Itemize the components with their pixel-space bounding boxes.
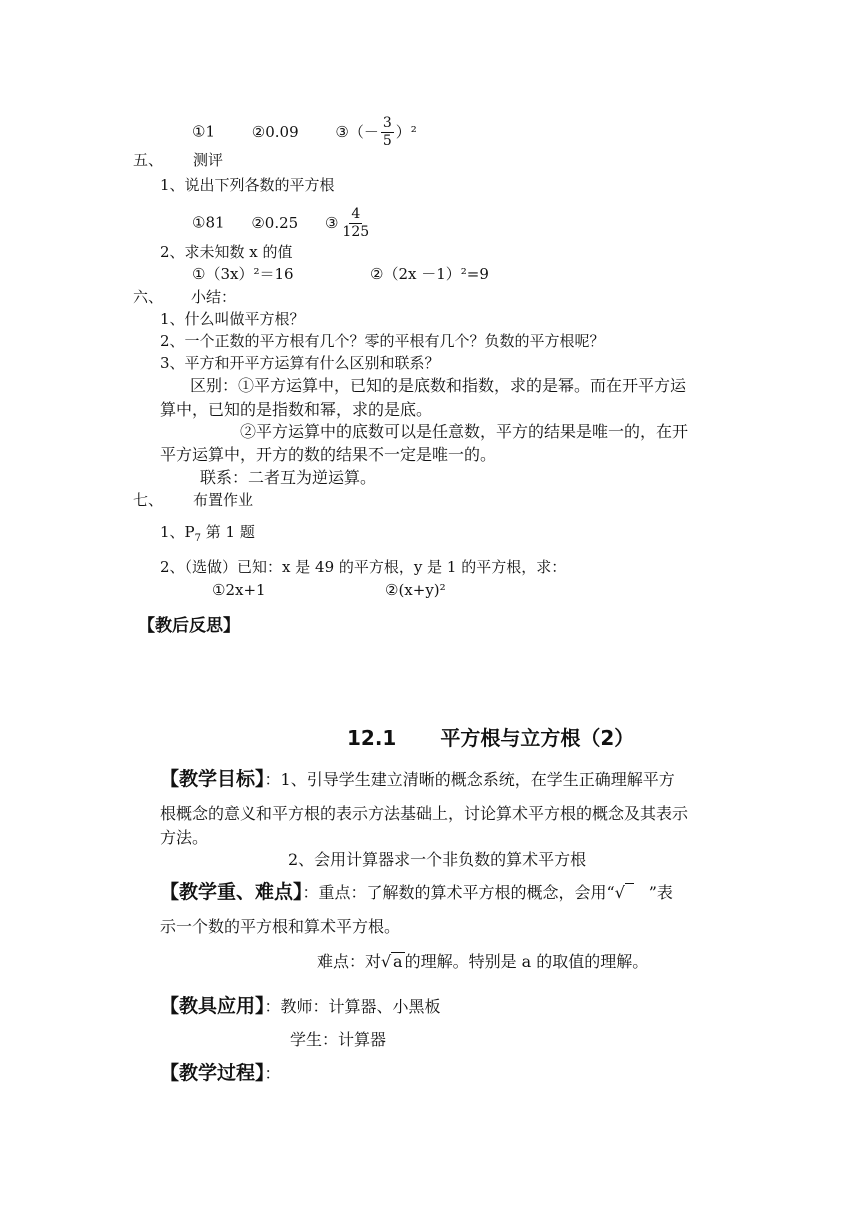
process-line: 【教学过程】： bbox=[160, 1062, 281, 1084]
key-line-2: 示一个数的平方根和算术平方根。 bbox=[160, 917, 401, 936]
homework-2-b: ②(x+y)² bbox=[385, 581, 446, 599]
goal-heading: 【教学目标】 bbox=[160, 768, 265, 790]
key-line-1: 【教学重、难点】：重点：了解数的算术平方根的概念，会用“ √ ”表 bbox=[160, 881, 673, 903]
section-6-heading: 六、 小结： bbox=[133, 288, 237, 306]
exercise-items-row bbox=[192, 115, 417, 150]
section-5-heading: 五、 测评 bbox=[133, 151, 224, 169]
fraction: $\frac{4}{125}$ bbox=[342, 206, 370, 240]
item-3: ③（－ $\frac{3}{5}$ ）² bbox=[335, 115, 417, 149]
goal-line-1: 【教学目标】：1、引导学生建立清晰的概念系统，在学生正确理解平方 bbox=[160, 768, 675, 790]
goal-line-2: 根概念的意义和平方根的表示方法基础上，讨论算术平方根的概念及其表示 bbox=[160, 804, 689, 823]
section-5-q2: 2、求未知数 x 的值 bbox=[160, 243, 293, 261]
sqrt-a: √ a bbox=[381, 952, 403, 971]
tools-line-2: 学生：计算器 bbox=[290, 1030, 387, 1049]
process-heading: 【教学过程】 bbox=[160, 1062, 265, 1084]
summary-line-5: 算中，已知的是指数和幂，求的是底。 bbox=[160, 400, 433, 419]
lesson-title: 12.1 平方根与立方根（2） bbox=[347, 726, 635, 750]
item-1: ①1 bbox=[192, 122, 215, 141]
sqrt-symbol: √ bbox=[615, 882, 641, 904]
section-5-q1-items: ①81 ②0.25 ③ $\frac{4}{125}$ bbox=[192, 206, 370, 240]
summary-line-2: 2、一个正数的平方根有几个？零的平根有几个？负数的平方根呢？ bbox=[160, 332, 605, 350]
reflection-heading: 【教后反思】 bbox=[138, 616, 240, 636]
goal-line-3: 方法。 bbox=[160, 828, 209, 847]
homework-2: 2、（选做）已知：x 是 49 的平方根，y 是 1 的平方根，求： bbox=[160, 558, 567, 576]
homework-2-a: ①2x+1 bbox=[212, 581, 266, 599]
section-5-q2-b: ②（2x －1）²=9 bbox=[370, 265, 489, 283]
homework-1: 1、$P_7$ 第 1 题 bbox=[160, 523, 255, 544]
summary-line-6: ②平方运算中的底数可以是任意数，平方的结果是唯一的，在开 bbox=[240, 422, 689, 441]
section-5-q1: 1、说出下列各数的平方根 bbox=[160, 176, 335, 194]
tools-heading: 【教具应用】 bbox=[160, 995, 265, 1017]
goal-line-4: 2、会用计算器求一个非负数的算术平方根 bbox=[288, 850, 587, 869]
summary-line-7: 平方运算中，开方的数的结果不一定是唯一的。 bbox=[160, 445, 497, 464]
summary-line-3: 3、平方和开平方运算有什么区别和联系？ bbox=[160, 354, 440, 372]
summary-line-4: 区别：①平方运算中，已知的是底数和指数，求的是幂。而在开平方运 bbox=[190, 376, 687, 395]
section-5-q2-a: ①（3x）²＝16 bbox=[192, 265, 294, 283]
tools-line-1: 【教具应用】：教师：计算器、小黑板 bbox=[160, 995, 441, 1017]
summary-line-8: 联系：二者互为逆运算。 bbox=[200, 468, 377, 487]
fraction: $\frac{3}{5}$ bbox=[382, 115, 392, 149]
key-heading: 【教学重、难点】 bbox=[160, 881, 303, 903]
difficulty-line: 难点：对 √ a 的理解。特别是 a 的取值的理解。 bbox=[317, 952, 649, 971]
item-2: ②0.09 bbox=[251, 122, 299, 141]
summary-line-1: 1、什么叫做平方根？ bbox=[160, 310, 305, 328]
section-7-heading: 七、 布置作业 bbox=[133, 491, 254, 509]
